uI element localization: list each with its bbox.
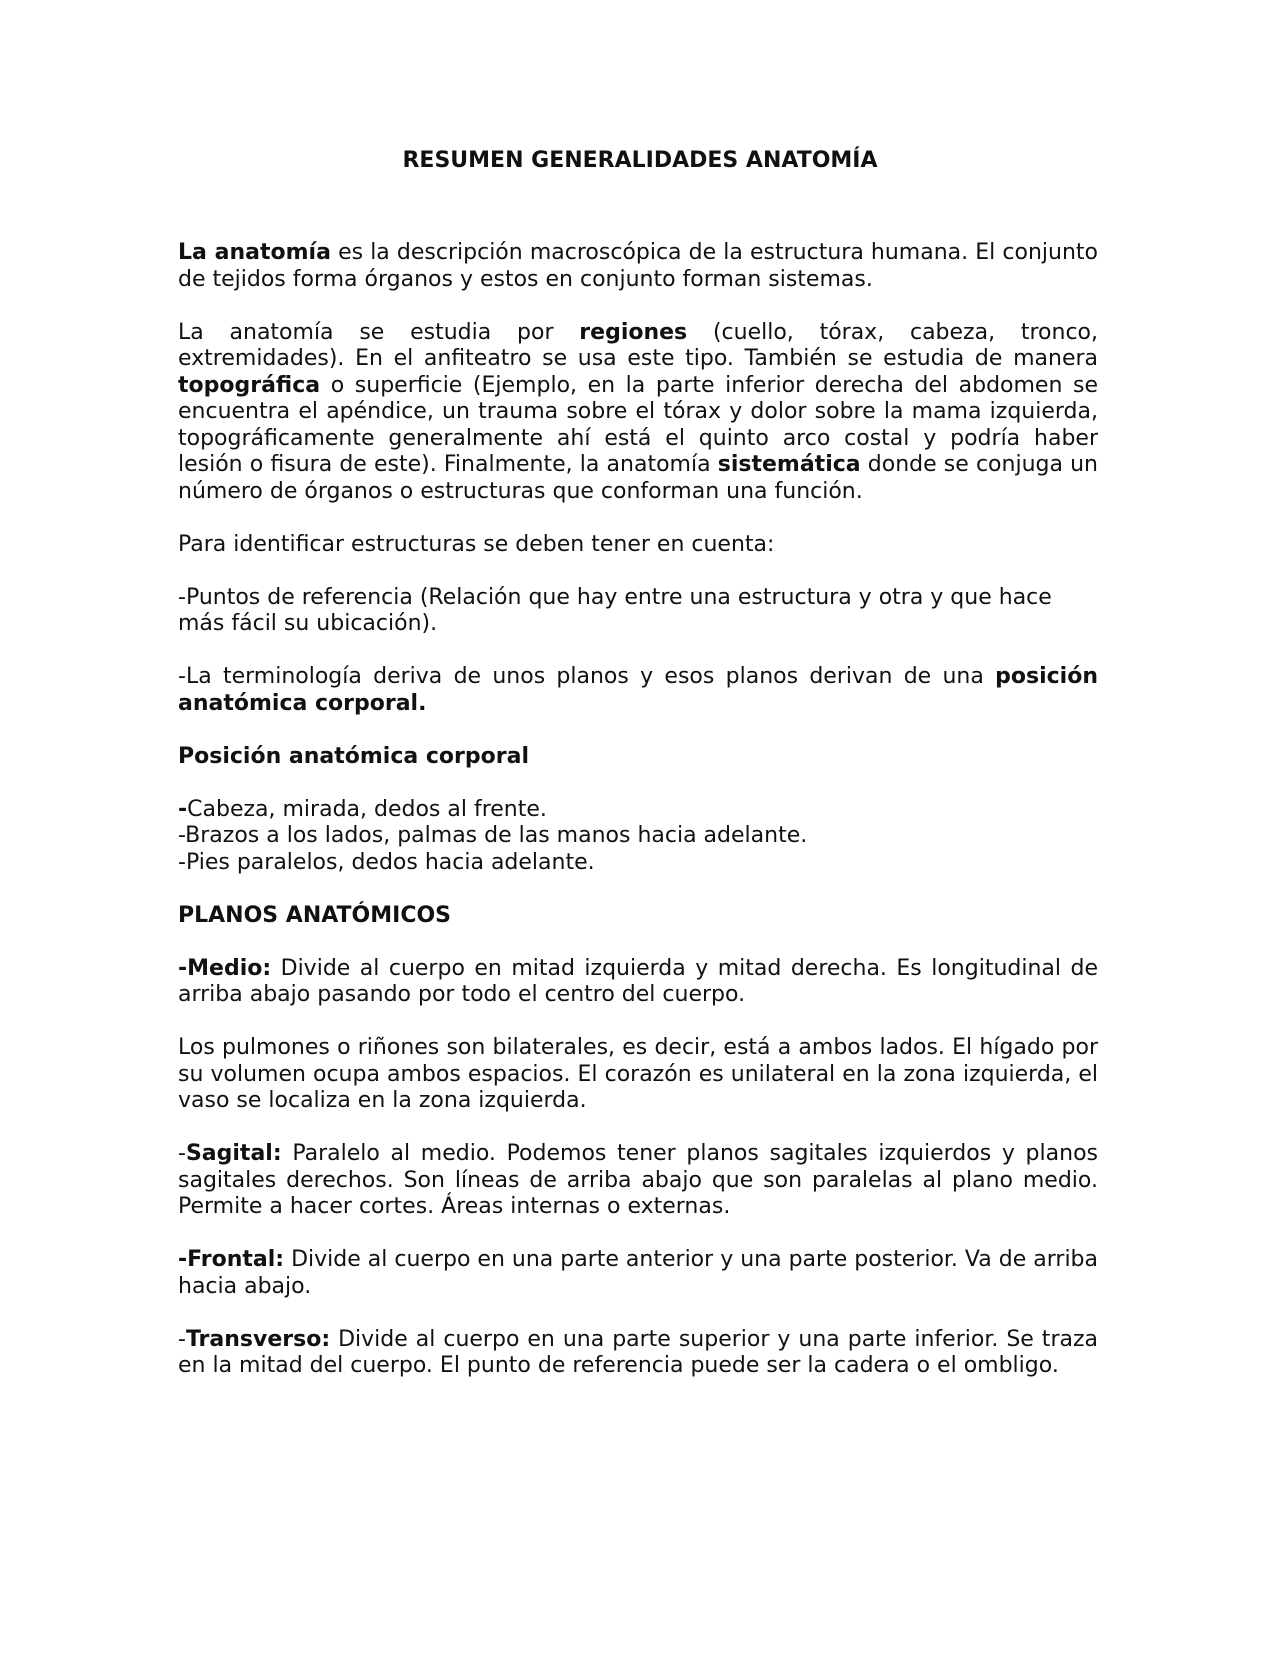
paragraph-study-types <box>178 320 1098 506</box>
paragraph-text: o superficie (Ejemplo, en la parte inferior derecha del abdomen se encuentra el apéndice, un trauma sobre el tórax y dolor sobre la mama izquierda, topográficamente generalmente ahí está el quinto arco costal y podría haber lesión o fisura de este). Finalmente, la anatomía <box>178 372 1098 477</box>
bold-term-frontal: -Frontal: <box>178 1247 285 1272</box>
section-heading-posicion <box>178 744 1098 771</box>
position-list <box>178 797 1098 877</box>
paragraph-text: (cuello, tórax, cabeza, tronco, extremidades). En el anfiteatro se usa este tipo. También se estudia de manera <box>178 319 1099 371</box>
paragraph-reference-points: -Puntos de referencia (Relación que hay entre una estructura y otra y que hace más fácil su ubicación). <box>178 584 1052 636</box>
list-dash: - <box>178 1141 186 1166</box>
document-title: RESUMEN GENERALIDADES ANATOMÍA <box>402 148 878 173</box>
bold-term-transverso: Transverso: <box>185 1326 331 1352</box>
paragraph-terminology <box>178 664 1098 717</box>
list-dash: - <box>178 1326 186 1352</box>
bold-term-topografica: topográfica <box>178 372 321 398</box>
bold-term-anatomia: La anatomía <box>178 240 331 265</box>
document-body <box>178 240 1098 1406</box>
list-item-text: Cabeza, mirada, dedos al frente. <box>187 796 547 822</box>
bold-term-sistematica: sistemática <box>717 452 861 477</box>
bold-term-regiones: regiones <box>579 319 688 345</box>
paragraph-plano-sagital <box>178 1141 1098 1221</box>
paragraph-text: Divide al cuerpo en mitad izquierda y mitad derecha. Es longitudinal de arriba abajo pasando por todo el centro del cuerpo. <box>178 955 1098 1007</box>
list-item: -Brazos a los lados, palmas de las manos hacia adelante. <box>178 823 808 848</box>
list-item <box>178 797 1098 824</box>
bold-term-medio: -Medio: <box>178 955 272 981</box>
paragraph-text: -La terminología deriva de unos planos y esos planos derivan de una <box>178 664 996 689</box>
paragraph-plano-transverso <box>178 1327 1098 1380</box>
paragraph-plano-medio <box>178 956 1098 1009</box>
bold-term-posicion-anatomica: posición anatómica corporal. <box>178 664 1098 716</box>
paragraph-text: Divide al cuerpo en una parte superior y una parte inferior. Se traza en la mitad del cuerpo. El punto de referencia puede ser la cadera o el ombligo. <box>178 1326 1098 1378</box>
paragraph-text: La anatomía se estudia por <box>178 319 580 345</box>
paragraph-plano-frontal <box>178 1247 1098 1300</box>
paragraph-anatomy-definition <box>178 240 1098 293</box>
list-dash: - <box>178 796 188 822</box>
bold-term-sagital: Sagital: <box>185 1141 282 1166</box>
paragraph-text: es la descripción macroscópica de la estructura humana. El conjunto de tejidos forma órganos y estos en conjunto forman sistemas. <box>178 240 1098 292</box>
heading-text: Posición anatómica corporal <box>178 743 529 769</box>
heading-text: PLANOS ANATÓMICOS <box>178 902 452 928</box>
paragraph-text: donde se conjuga un número de órganos o estructuras que conforman una función. <box>178 452 1098 504</box>
paragraph-text: Divide al cuerpo en una parte anterior y una parte posterior. Va de arriba hacia abajo. <box>178 1247 1098 1299</box>
paragraph-identify-structures: Para identificar estructuras se deben tener en cuenta: <box>178 531 775 557</box>
paragraph-bilateral: Los pulmones o riñones son bilaterales, es decir, está a ambos lados. El hígado por su volumen ocupa ambos espacios. El corazón es unilateral en la zona izquierda, el vaso se localiza en la zona izquierda. <box>178 1035 1098 1113</box>
section-heading-planos <box>178 903 1098 930</box>
list-item: -Pies paralelos, dedos hacia adelante. <box>178 849 595 875</box>
paragraph-text: Paralelo al medio. Podemos tener planos sagitales izquierdos y planos sagitales derechos. Son líneas de arriba abajo que son paralelas al plano medio. Permite a hacer cortes. Áreas internas o externas. <box>178 1141 1098 1219</box>
